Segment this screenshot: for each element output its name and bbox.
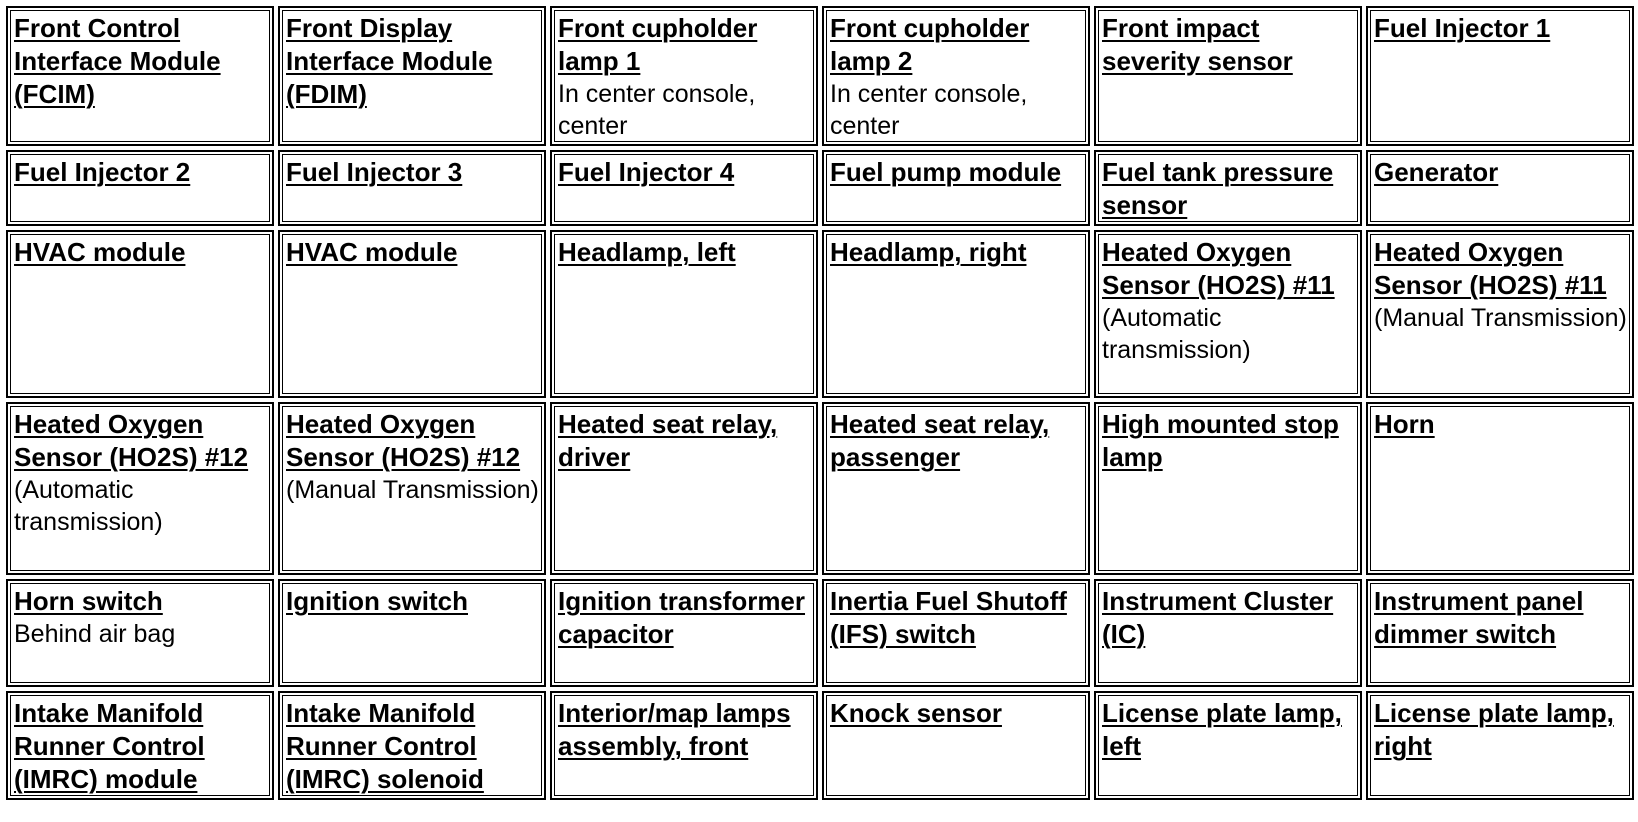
table-cell xyxy=(278,691,546,800)
location-note: (Automatic transmission) xyxy=(14,476,163,536)
table-cell xyxy=(278,402,546,575)
table-cell xyxy=(1094,150,1362,226)
component-link[interactable]: Headlamp, right xyxy=(830,237,1027,267)
table-cell xyxy=(550,6,818,146)
component-link[interactable]: Intake Manifold Runner Control (IMRC) module xyxy=(14,698,205,794)
component-link[interactable]: Front cupholder lamp 1 xyxy=(558,13,758,76)
component-link[interactable]: Inertia Fuel Shutoff (IFS) switch xyxy=(830,586,1067,649)
component-link[interactable]: Intake Manifold Runner Control (IMRC) solenoid xyxy=(286,698,484,794)
table-cell xyxy=(550,579,818,687)
location-note: (Automatic transmission) xyxy=(1102,304,1251,364)
table-cell xyxy=(822,150,1090,226)
table-cell xyxy=(1094,230,1362,398)
table-row xyxy=(6,230,1634,398)
table-cell xyxy=(822,691,1090,800)
table-cell xyxy=(822,230,1090,398)
component-link[interactable]: Front Display Interface Module (FDIM) xyxy=(286,13,493,109)
component-link[interactable]: Fuel tank pressure sensor xyxy=(1102,157,1334,220)
table-cell xyxy=(550,230,818,398)
component-link[interactable]: Ignition transformer capacitor xyxy=(558,586,806,649)
component-link[interactable]: Fuel pump module xyxy=(830,157,1062,187)
component-link[interactable]: License plate lamp, right xyxy=(1374,698,1614,761)
table-cell xyxy=(278,6,546,146)
table-cell xyxy=(550,691,818,800)
table-cell xyxy=(1094,6,1362,146)
table-cell xyxy=(6,691,274,800)
component-link[interactable]: Knock sensor xyxy=(830,698,1002,728)
table-row xyxy=(6,579,1634,687)
component-link[interactable]: Generator xyxy=(1374,157,1499,187)
component-link[interactable]: Fuel Injector 2 xyxy=(14,157,191,187)
component-link[interactable]: Heated Oxygen Sensor (HO2S) #12 xyxy=(14,409,249,472)
location-note: In center console, center xyxy=(558,80,756,140)
component-link[interactable]: Ignition switch xyxy=(286,586,468,616)
component-link[interactable]: Fuel Injector 4 xyxy=(558,157,735,187)
component-link[interactable]: HVAC module xyxy=(286,237,458,267)
table-cell xyxy=(1094,402,1362,575)
table-row xyxy=(6,402,1634,575)
table-cell xyxy=(6,6,274,146)
component-link[interactable]: HVAC module xyxy=(14,237,186,267)
table-cell xyxy=(1366,150,1634,226)
table-row xyxy=(6,691,1634,800)
component-link[interactable]: Headlamp, left xyxy=(558,237,736,267)
table-cell xyxy=(1366,691,1634,800)
component-link[interactable]: Fuel Injector 1 xyxy=(1374,13,1551,43)
table-cell xyxy=(6,579,274,687)
component-link[interactable]: High mounted stop lamp xyxy=(1102,409,1339,472)
table-cell xyxy=(822,402,1090,575)
component-link[interactable]: Front Control Interface Module (FCIM) xyxy=(14,13,221,109)
component-link[interactable]: Fuel Injector 3 xyxy=(286,157,463,187)
location-note: (Manual Transmission) xyxy=(1374,304,1627,332)
location-note: (Manual Transmission) xyxy=(286,476,539,504)
component-link[interactable]: Horn switch xyxy=(14,586,163,616)
component-link[interactable]: Instrument panel dimmer switch xyxy=(1374,586,1584,649)
component-link[interactable]: Heated seat relay, driver xyxy=(558,409,778,472)
table-cell xyxy=(278,150,546,226)
table-cell xyxy=(6,150,274,226)
table-cell xyxy=(1094,579,1362,687)
table-cell xyxy=(550,402,818,575)
component-link[interactable]: Heated Oxygen Sensor (HO2S) #11 xyxy=(1102,237,1335,300)
table-cell xyxy=(6,402,274,575)
component-link[interactable]: Front cupholder lamp 2 xyxy=(830,13,1030,76)
table-cell xyxy=(278,579,546,687)
component-link[interactable]: Heated Oxygen Sensor (HO2S) #12 xyxy=(286,409,521,472)
table-cell xyxy=(278,230,546,398)
table-cell xyxy=(822,579,1090,687)
location-note: In center console, center xyxy=(830,80,1028,140)
table-cell xyxy=(1366,6,1634,146)
component-link[interactable]: Heated Oxygen Sensor (HO2S) #11 xyxy=(1374,237,1607,300)
component-locator-table xyxy=(2,2,1638,804)
table-row xyxy=(6,6,1634,146)
table-cell xyxy=(1366,230,1634,398)
component-link[interactable]: License plate lamp, left xyxy=(1102,698,1342,761)
table-row xyxy=(6,150,1634,226)
table-cell xyxy=(1366,579,1634,687)
table-cell xyxy=(1094,691,1362,800)
component-link[interactable]: Heated seat relay, passenger xyxy=(830,409,1050,472)
location-note: Behind air bag xyxy=(14,620,176,648)
component-link[interactable]: Interior/map lamps assembly, front xyxy=(558,698,791,761)
table-cell xyxy=(822,6,1090,146)
component-link[interactable]: Instrument Cluster (IC) xyxy=(1102,586,1334,649)
component-link[interactable]: Horn xyxy=(1374,409,1435,439)
component-link[interactable]: Front impact severity sensor xyxy=(1102,13,1293,76)
table-cell xyxy=(1366,402,1634,575)
table-cell xyxy=(550,150,818,226)
table-cell xyxy=(6,230,274,398)
